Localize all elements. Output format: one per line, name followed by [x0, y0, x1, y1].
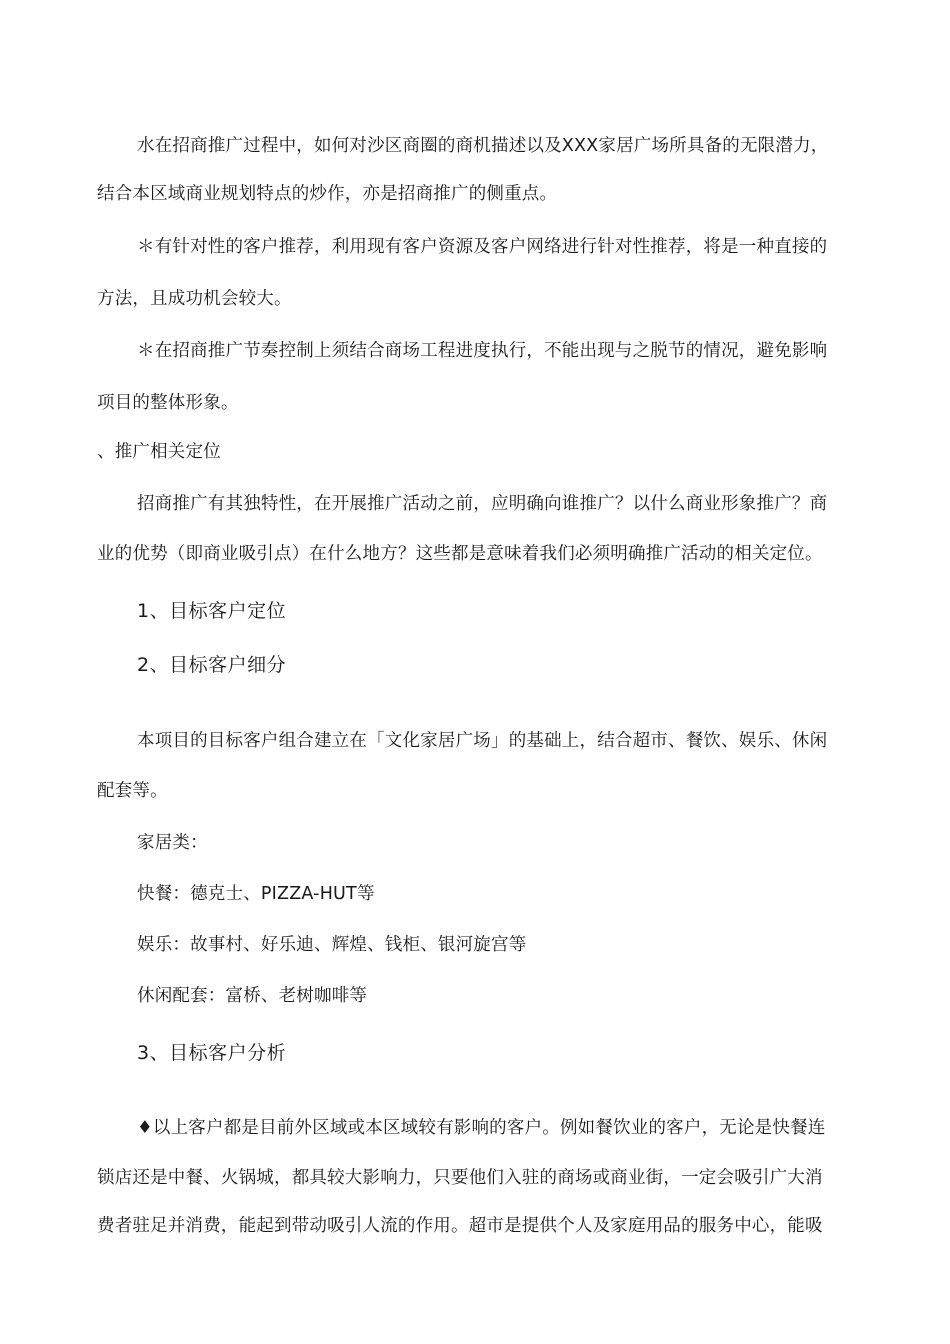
- paragraph-line: 配套等。: [97, 781, 168, 801]
- paragraph-line: ＊在招商推广节奏控制上须结合商场工程进度执行，不能出现与之脱节的情况，避免影响: [137, 341, 828, 361]
- paragraph-line: ♦以上客户都是目前外区域或本区域较有影响的客户。例如餐饮业的客户，无论是快餐连: [137, 1118, 826, 1138]
- paragraph-line: 水在招商推广过程中，如何对沙区商圈的商机描述以及XXX家居广场所具备的无限潜力，: [137, 136, 829, 156]
- list-item: 家居类：: [137, 833, 208, 853]
- subsection-heading: 3、目标客户分析: [137, 1042, 287, 1064]
- paragraph-line: 业的优势（即商业吸引点）在什么地方？这些都是意味着我们必须明确推广活动的相关定位。: [97, 544, 823, 564]
- paragraph-line: 项目的整体形象。: [97, 393, 239, 413]
- list-item: 休闲配套：富桥、老树咖啡等: [137, 986, 368, 1006]
- paragraph-line: ＊有针对性的客户推荐，利用现有客户资源及客户网络进行针对性推荐，将是一种直接的: [137, 237, 828, 257]
- paragraph-line: 锁店还是中餐、火锅城，都具较大影响力，只要他们入驻的商场或商业街，一定会吸引广大消: [97, 1168, 823, 1188]
- paragraph-line: 招商推广有其独特性，在开展推广活动之前，应明确向谁推广？以什么商业形象推广？商: [137, 494, 828, 514]
- list-item: 快餐：德克士、PIZZA-HUT等: [137, 884, 375, 904]
- subsection-heading: 2、目标客户细分: [137, 654, 287, 676]
- paragraph-line: 结合本区域商业规划特点的炒作，亦是招商推广的侧重点。: [97, 184, 558, 204]
- list-item: 娱乐：故事村、好乐迪、辉煌、钱柜、银河旋宫等: [137, 935, 527, 955]
- subsection-heading: 1、目标客户定位: [137, 600, 287, 622]
- paragraph-line: 方法，且成功机会较大。: [97, 289, 292, 309]
- section-heading: 、推广相关定位: [97, 442, 221, 462]
- paragraph-line: 费者驻足并消费，能起到带动吸引人流的作用。超市是提供个人及家庭用品的服务中心，能吸: [97, 1216, 823, 1236]
- paragraph-line: 本项目的目标客户组合建立在「文化家居广场」的基础上，结合超市、餐饮、娱乐、休闲: [137, 731, 828, 751]
